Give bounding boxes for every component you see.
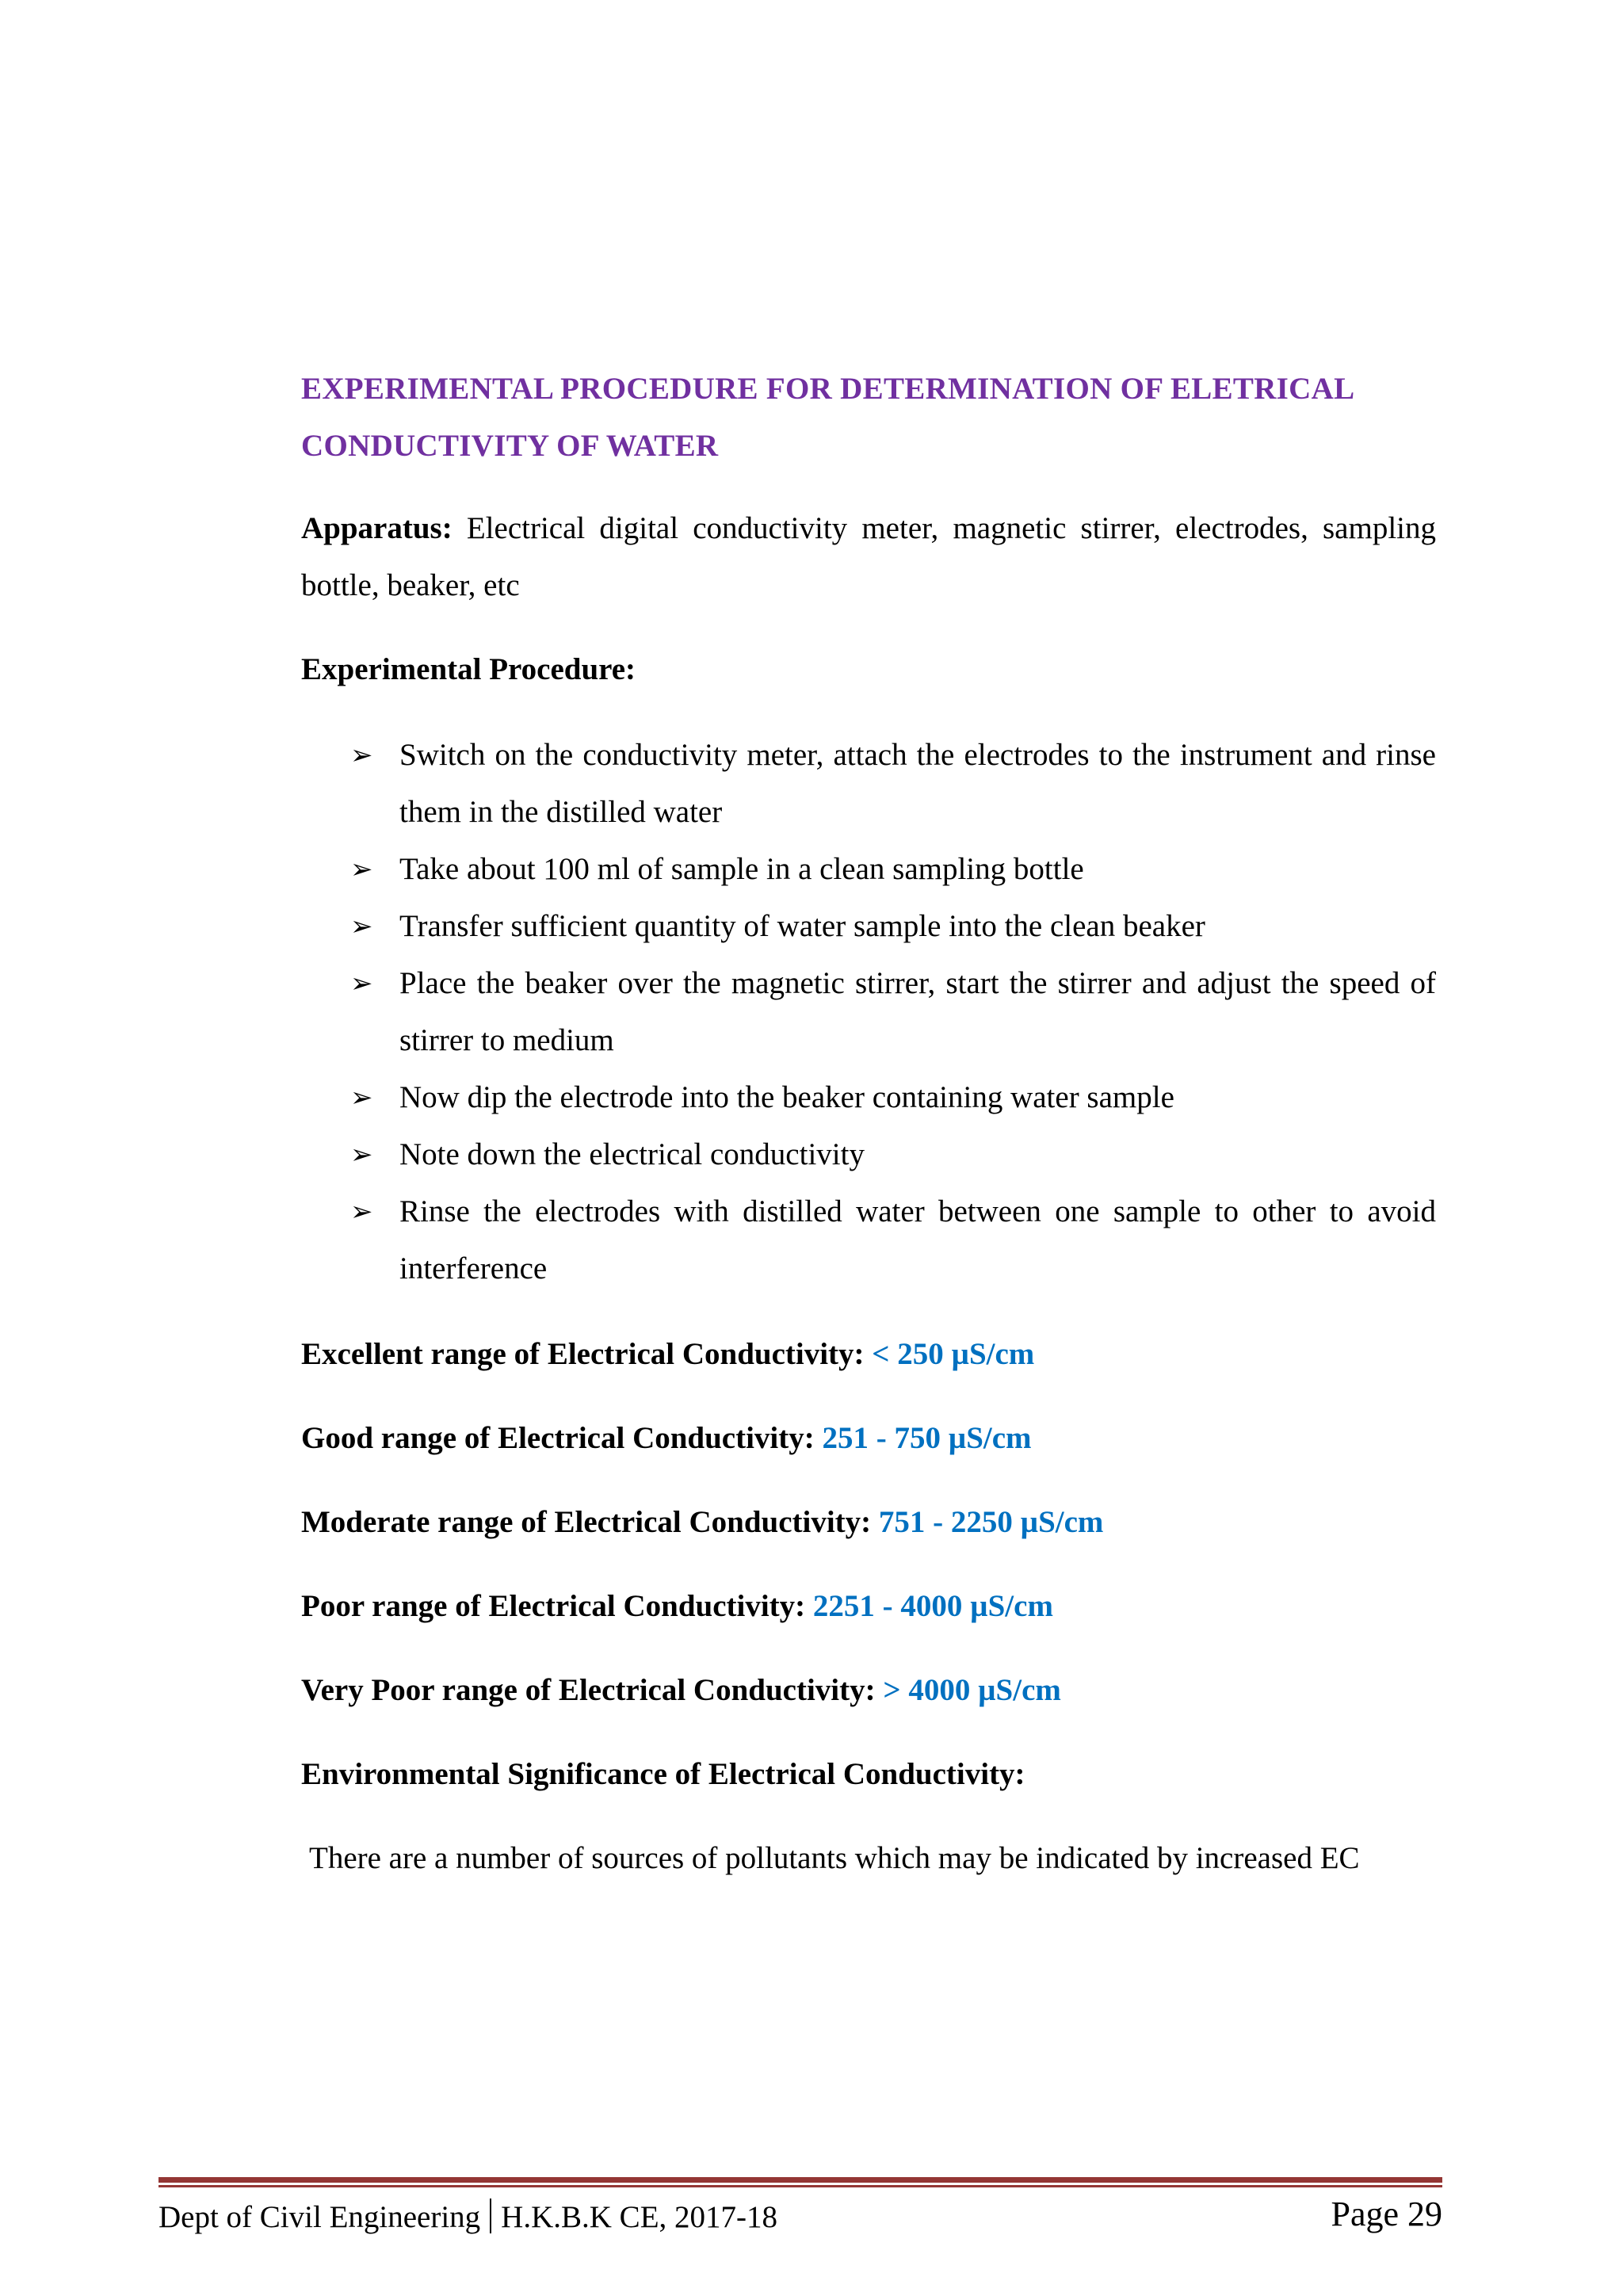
range-label: Excellent range of Electrical Conductivity: bbox=[301, 1337, 865, 1371]
step-text: Place the beaker over the magnetic stirrer, start the stirrer and adjust the speed of stirrer to medium bbox=[399, 966, 1436, 1057]
range-poor bbox=[301, 1578, 1436, 1635]
range-good bbox=[301, 1410, 1436, 1467]
step-text: Transfer sufficient quantity of water sample into the clean beaker bbox=[399, 909, 1205, 943]
footer-divider-thick bbox=[158, 2177, 1442, 2183]
title-line-2: CONDUCTIVITY OF WATER bbox=[301, 429, 719, 463]
apparatus-text: Electrical digital conductivity meter, magnetic stirrer, electrodes, sampling bottle, beaker, etc bbox=[301, 511, 1436, 602]
range-value: > 4000 µS/cm bbox=[883, 1673, 1061, 1707]
list-item bbox=[350, 1069, 1436, 1126]
range-label: Poor range of Electrical Conductivity: bbox=[301, 1589, 806, 1623]
range-value: 2251 - 4000 µS/cm bbox=[812, 1589, 1053, 1623]
list-item bbox=[350, 898, 1436, 955]
list-item bbox=[350, 1183, 1436, 1297]
range-excellent bbox=[301, 1326, 1436, 1383]
list-item bbox=[350, 841, 1436, 898]
arrow-bullet-icon: ➢ bbox=[350, 968, 373, 999]
range-label: Good range of Electrical Conductivity: bbox=[301, 1421, 815, 1455]
procedure-heading: Experimental Procedure: bbox=[301, 652, 636, 686]
arrow-bullet-icon: ➢ bbox=[350, 911, 373, 942]
footer-left bbox=[158, 2194, 777, 2241]
step-text: Switch on the conductivity meter, attach the electrodes to the instrument and rinse them in the distilled water bbox=[399, 738, 1436, 829]
range-value: 251 - 750 µS/cm bbox=[822, 1421, 1032, 1455]
arrow-bullet-icon: ➢ bbox=[350, 1082, 373, 1114]
arrow-bullet-icon: ➢ bbox=[350, 854, 373, 885]
range-value: 751 - 2250 µS/cm bbox=[878, 1505, 1104, 1539]
list-item bbox=[350, 1126, 1436, 1183]
page-title bbox=[301, 361, 1436, 475]
list-item bbox=[350, 955, 1436, 1069]
footer-department: Dept of Civil Engineering bbox=[158, 2200, 481, 2234]
range-very-poor bbox=[301, 1662, 1436, 1719]
range-label: Very Poor range of Electrical Conductivity: bbox=[301, 1673, 876, 1707]
procedure-steps-list bbox=[301, 727, 1436, 1297]
apparatus-paragraph bbox=[301, 500, 1436, 614]
step-text: Note down the electrical conductivity bbox=[399, 1137, 865, 1171]
page-number: Page 29 bbox=[1331, 2195, 1442, 2233]
range-value: < 250 µS/cm bbox=[872, 1337, 1035, 1371]
step-text: Now dip the electrode into the beaker containing water sample bbox=[399, 1080, 1174, 1114]
title-line-1: EXPERIMENTAL PROCEDURE FOR DETERMINATION OF ELETRICAL bbox=[301, 372, 1355, 406]
step-text: Take about 100 ml of sample in a clean sampling bottle bbox=[399, 852, 1084, 886]
environmental-heading: Environmental Significance of Electrical Conductivity: bbox=[301, 1757, 1025, 1791]
arrow-bullet-icon: ➢ bbox=[350, 739, 373, 771]
footer-divider-thin bbox=[158, 2185, 1442, 2187]
step-text: Rinse the electrodes with distilled water between one sample to other to avoid interference bbox=[399, 1194, 1436, 1286]
apparatus-label: Apparatus: bbox=[301, 511, 453, 545]
range-label: Moderate range of Electrical Conductivity: bbox=[301, 1505, 872, 1539]
range-moderate bbox=[301, 1494, 1436, 1551]
environmental-text: There are a number of sources of pollutants which may be indicated by increased EC bbox=[309, 1841, 1360, 1875]
footer-separator bbox=[490, 2199, 491, 2233]
list-item bbox=[350, 727, 1436, 841]
page-content bbox=[301, 361, 1436, 1887]
footer-college: H.K.B.K CE, 2017-18 bbox=[501, 2200, 778, 2234]
arrow-bullet-icon: ➢ bbox=[350, 1139, 373, 1171]
arrow-bullet-icon: ➢ bbox=[350, 1196, 373, 1228]
